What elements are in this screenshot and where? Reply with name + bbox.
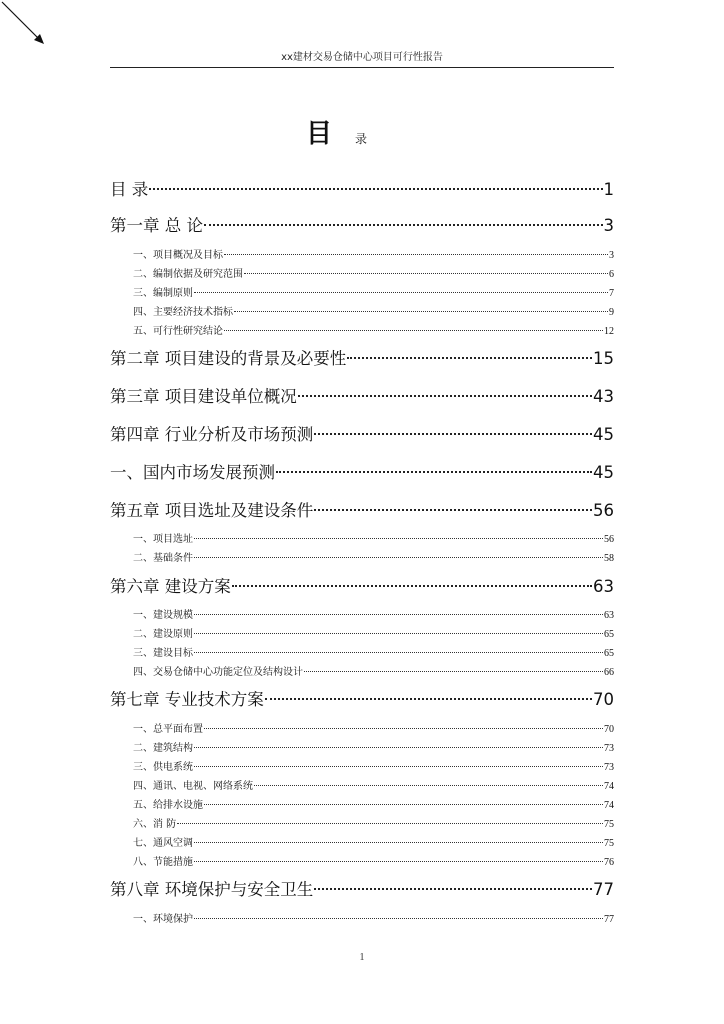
toc-entry-page-number: 45	[593, 425, 614, 444]
toc-dot-leader	[194, 918, 603, 919]
toc-entry-page-number: 75	[604, 819, 614, 830]
toc-dot-leader	[347, 357, 592, 359]
toc-chapter-entry[interactable]	[110, 385, 614, 409]
toc-entry-page-number: 3	[609, 250, 614, 261]
toc-section-entry[interactable]	[133, 912, 614, 928]
toc-entry-page-number: 77	[604, 914, 614, 925]
toc-entry-label: 第四章 行业分析及市场预测	[110, 425, 314, 444]
toc-entry-page-number: 1	[603, 180, 614, 199]
toc-dot-leader	[314, 509, 592, 511]
toc-entry-label: 一、项目选址	[133, 534, 193, 545]
toc-entry-page-number: 74	[604, 800, 614, 811]
toc-dot-leader	[194, 557, 603, 558]
toc-section-entry[interactable]	[133, 760, 614, 776]
toc-entry-label: 六、消 防	[133, 819, 177, 830]
toc-chapter-entry[interactable]	[110, 688, 614, 712]
toc-title-secondary: 录	[355, 132, 368, 146]
toc-section-entry[interactable]	[133, 798, 614, 814]
toc-entry-label: 五、给排水设施	[133, 800, 203, 811]
toc-dot-leader	[314, 433, 592, 435]
toc-dot-leader	[194, 292, 608, 293]
toc-dot-leader	[276, 471, 592, 473]
toc-dot-leader	[304, 671, 603, 672]
toc-entry-label: 四、通讯、电视、网络系统	[133, 781, 253, 792]
toc-entry-page-number: 70	[593, 690, 614, 709]
toc-entry-label: 四、交易仓储中心功能定位及结构设计	[133, 667, 303, 678]
corner-arrow-icon	[0, 0, 48, 48]
toc-entry-page-number: 43	[593, 387, 614, 406]
toc-entry-label: 第二章 项目建设的背景及必要性	[110, 349, 347, 368]
toc-entry-label: 一、建设规模	[133, 610, 193, 621]
toc-section-entry[interactable]	[133, 551, 614, 567]
toc-chapter-entry[interactable]	[110, 347, 614, 371]
toc-entry-label: 一、环境保护	[133, 914, 193, 925]
toc-entry-label: 第六章 建设方案	[110, 577, 231, 596]
toc-entry-label: 目 录	[110, 180, 149, 199]
header-divider	[110, 67, 614, 68]
toc-entry-page-number: 70	[604, 724, 614, 735]
toc-chapter-entry[interactable]	[110, 214, 614, 238]
toc-dot-leader	[224, 330, 603, 331]
toc-entry-page-number: 77	[593, 880, 614, 899]
toc-section-entry[interactable]	[133, 532, 614, 548]
toc-dot-leader	[224, 254, 608, 255]
toc-chapter-entry[interactable]	[110, 423, 614, 447]
toc-dot-leader	[204, 804, 603, 805]
toc-entry-label: 二、建筑结构	[133, 743, 193, 754]
toc-entry-page-number: 45	[593, 463, 614, 482]
toc-dot-leader	[194, 747, 603, 748]
toc-section-entry[interactable]	[133, 836, 614, 852]
toc-chapter-entry[interactable]	[110, 499, 614, 523]
toc-entry-page-number: 6	[609, 269, 614, 280]
toc-title-main: 目	[306, 119, 333, 149]
toc-section-entry[interactable]	[133, 608, 614, 624]
toc-entry-label: 第七章 专业技术方案	[110, 690, 264, 709]
toc-entry-label: 第五章 项目选址及建设条件	[110, 501, 314, 520]
toc-entry-page-number: 12	[604, 326, 614, 337]
toc-chapter-entry[interactable]	[110, 178, 614, 202]
toc-dot-leader	[194, 842, 603, 843]
toc-entry-page-number: 15	[593, 349, 614, 368]
toc-section-entry[interactable]	[133, 286, 614, 302]
document-header-title: xx建材交易仓储中心项目可行性报告	[281, 52, 443, 63]
toc-dot-leader	[194, 766, 603, 767]
toc-chapter-entry[interactable]	[110, 575, 614, 599]
toc-dot-leader	[265, 698, 592, 700]
toc-entry-label: 三、建设目标	[133, 648, 193, 659]
toc-section-entry[interactable]	[133, 741, 614, 757]
toc-dot-leader	[298, 395, 592, 397]
toc-entry-label: 三、供电系统	[133, 762, 193, 773]
toc-entry-page-number: 73	[604, 762, 614, 773]
toc-dot-leader	[194, 633, 603, 634]
toc-dot-leader	[194, 614, 603, 615]
toc-section-entry[interactable]	[133, 646, 614, 662]
toc-entry-label: 四、主要经济技术指标	[133, 307, 233, 318]
toc-entry-label: 八、节能措施	[133, 857, 193, 868]
toc-dot-leader	[234, 311, 608, 312]
toc-dot-leader	[149, 188, 602, 190]
toc-entry-page-number: 76	[604, 857, 614, 868]
toc-section-entry[interactable]	[133, 665, 614, 681]
toc-section-entry[interactable]	[133, 248, 614, 264]
toc-dot-leader	[194, 538, 603, 539]
toc-section-entry[interactable]	[133, 817, 614, 833]
toc-entry-label: 第一章 总 论	[110, 216, 203, 235]
toc-dot-leader	[194, 861, 603, 862]
toc-dot-leader	[314, 888, 592, 890]
toc-entry-page-number: 65	[604, 629, 614, 640]
toc-entry-page-number: 63	[604, 610, 614, 621]
toc-entry-page-number: 58	[604, 553, 614, 564]
toc-entry-label: 二、基础条件	[133, 553, 193, 564]
toc-entry-label: 二、建设原则	[133, 629, 193, 640]
toc-entry-page-number: 63	[593, 577, 614, 596]
toc-entry-page-number: 3	[603, 216, 614, 235]
toc-entry-page-number: 75	[604, 838, 614, 849]
toc-entry-label: 一、项目概况及目标	[133, 250, 223, 261]
toc-entry-page-number: 65	[604, 648, 614, 659]
toc-chapter-entry[interactable]	[110, 878, 614, 902]
toc-section-entry[interactable]	[133, 267, 614, 283]
toc-entry-label: 二、编制依据及研究范围	[133, 269, 243, 280]
toc-entry-page-number: 73	[604, 743, 614, 754]
toc-section-entry[interactable]	[133, 855, 614, 871]
toc-entry-label: 五、可行性研究结论	[133, 326, 223, 337]
toc-section-entry[interactable]	[133, 722, 614, 738]
toc-dot-leader	[204, 224, 603, 226]
toc-section-entry[interactable]	[133, 779, 614, 795]
toc-dot-leader	[194, 652, 603, 653]
toc-entry-label: 第三章 项目建设单位概况	[110, 387, 297, 406]
toc-entry-page-number: 74	[604, 781, 614, 792]
toc-entry-label: 一、总平面布置	[133, 724, 203, 735]
toc-entry-page-number: 56	[604, 534, 614, 545]
toc-section-entry[interactable]	[133, 324, 614, 340]
toc-section-entry[interactable]	[133, 305, 614, 321]
toc-dot-leader	[177, 823, 603, 824]
toc-entry-label: 三、编制原则	[133, 288, 193, 299]
page-number: 1	[359, 952, 365, 963]
toc-entry-label: 一、国内市场发展预测	[110, 463, 275, 482]
toc-entry-page-number: 9	[609, 307, 614, 318]
toc-section-entry[interactable]	[133, 627, 614, 643]
toc-dot-leader	[204, 728, 603, 729]
toc-dot-leader	[244, 273, 608, 274]
toc-entry-label: 第八章 环境保护与安全卫生	[110, 880, 314, 899]
toc-entry-page-number: 56	[593, 501, 614, 520]
toc-dot-leader	[232, 585, 592, 587]
toc-chapter-entry[interactable]	[110, 461, 614, 485]
toc-entry-label: 七、通风空调	[133, 838, 193, 849]
toc-entry-page-number: 66	[604, 667, 614, 678]
toc-entry-page-number: 7	[609, 288, 614, 299]
toc-dot-leader	[254, 785, 603, 786]
